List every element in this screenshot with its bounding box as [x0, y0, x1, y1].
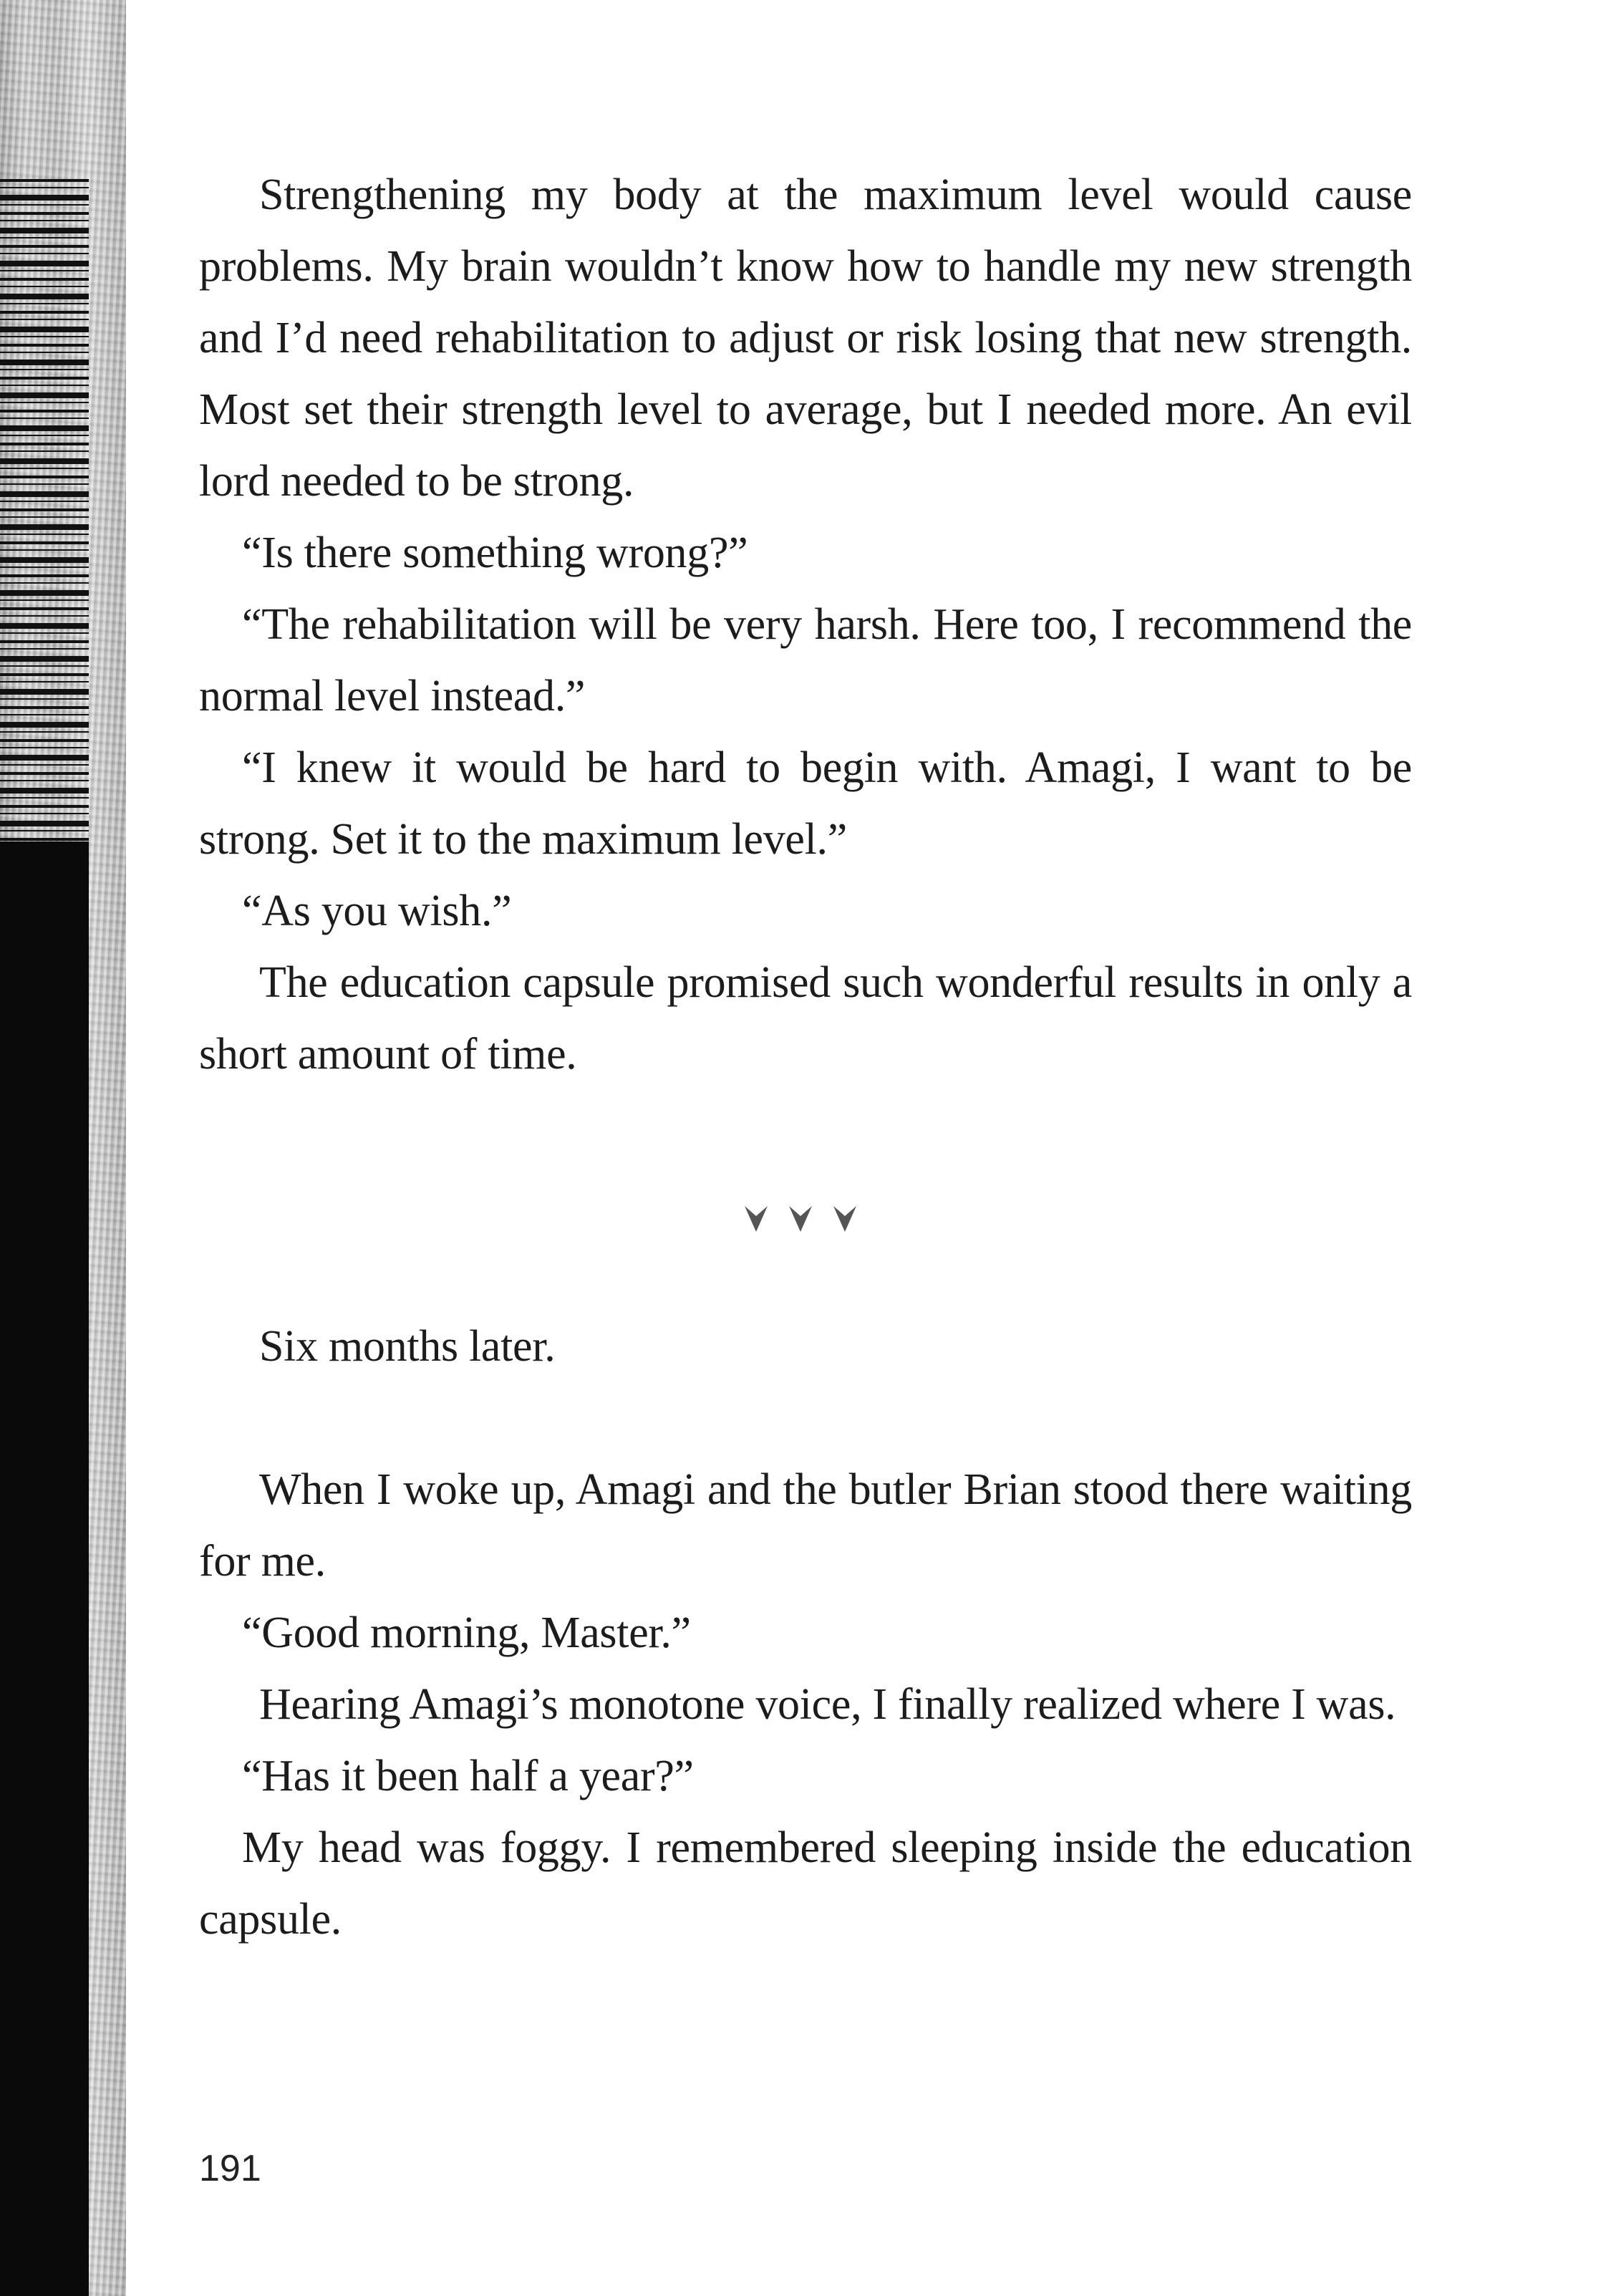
paragraph: Hearing Amagi’s monotone voice, I finally realized where I was.	[259, 1680, 1396, 1729]
paragraph: The education capsule promised such wonderful results in only a short amount of time.	[199, 958, 1412, 1079]
dialogue-line: “Is there something wrong?”	[242, 529, 748, 577]
paragraph: My head was foggy. I remembered sleeping inside the education capsule.	[199, 1823, 1412, 1944]
chevron-down-icon	[789, 1206, 812, 1232]
text-section-two	[199, 1454, 1412, 1955]
scene-break	[745, 1197, 888, 1240]
dialogue-line: “Has it been half a year?”	[242, 1752, 694, 1800]
text-section-one	[199, 159, 1412, 1090]
chevron-down-icon	[833, 1206, 856, 1232]
paragraph: Strengthening my body at the maximum level would cause problems. My brain wouldn’t know how to handle my new strength and I’d need rehabilitation to adjust or risk losing that new strength. Most set their strength level to average, but I needed more. An evil lord needed to be strong.	[199, 170, 1412, 506]
dialogue-line: “I knew it would be hard to begin with. Amagi, I want to be strong. Set it to the maximum level.”	[199, 743, 1412, 864]
edge-black-block	[0, 841, 89, 2296]
barcode-pattern	[0, 179, 89, 841]
decorative-edge-strip	[0, 0, 126, 2296]
paragraph: When I woke up, Amagi and the butler Brian stood there waiting for me.	[199, 1465, 1412, 1586]
time-skip-section	[199, 1311, 1412, 1382]
time-skip-line: Six months later.	[259, 1322, 556, 1371]
dialogue-line: “Good morning, Master.”	[242, 1608, 691, 1657]
dialogue-line: “The rehabilitation will be very harsh. Here too, I recommend the normal level instead.”	[199, 600, 1412, 720]
page-number: 191	[199, 2148, 261, 2189]
dialogue-line: “As you wish.”	[242, 887, 512, 935]
chevron-down-icon	[745, 1206, 768, 1232]
